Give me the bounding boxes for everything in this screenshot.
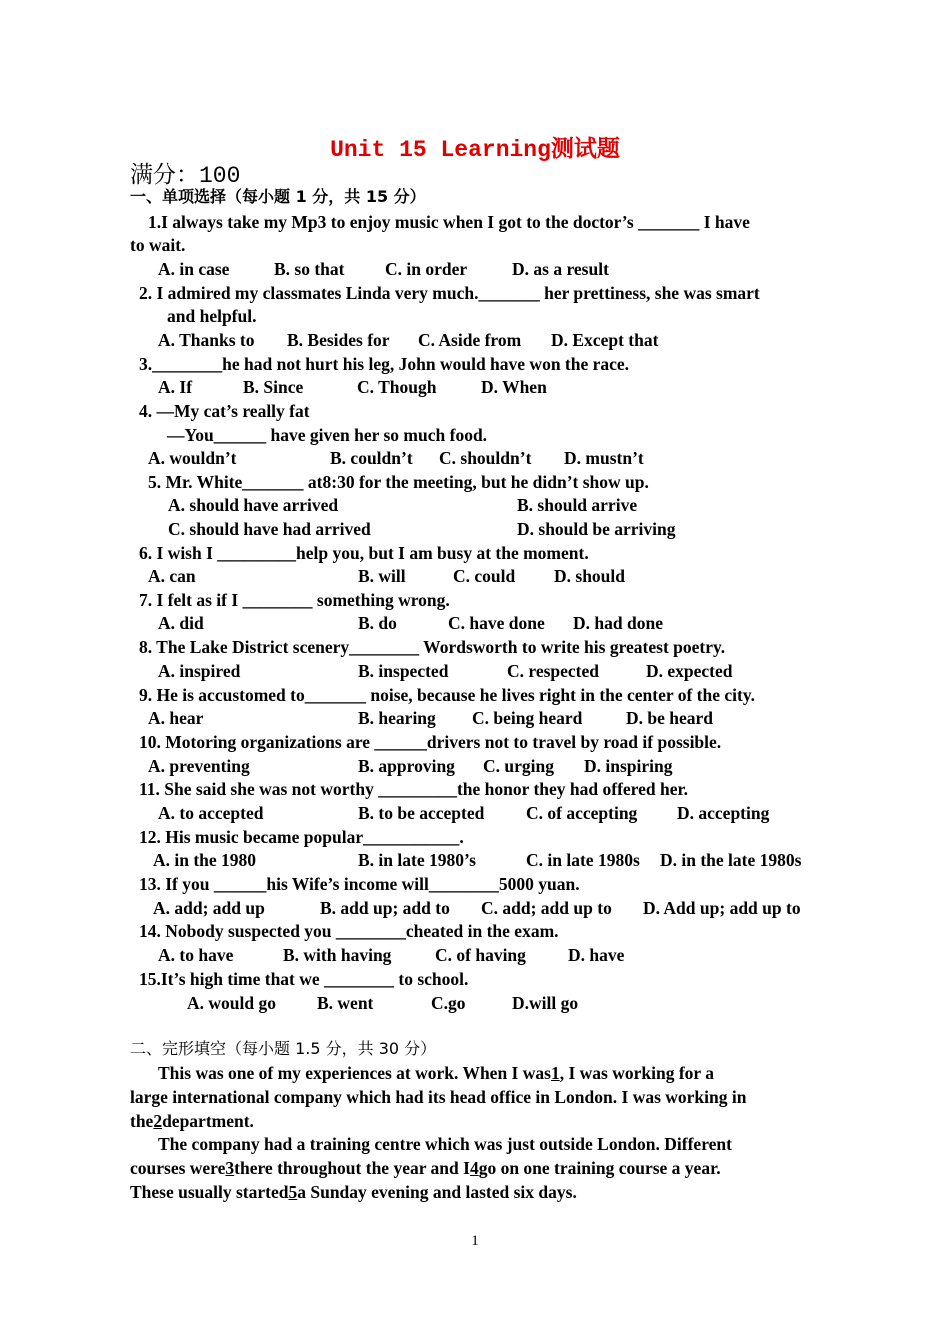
question-15-stem: 15.It’s high time that we ________ to school. [139,969,469,989]
cloze-blank-3: 3 [225,1158,235,1178]
question-9-stem: 9. He is accustomed to_______ noise, because he lives right in the center of the city. [139,685,755,705]
option-d: D. should be arriving [517,519,676,539]
option-d: D. mustn’t [564,448,644,468]
cloze-paragraph-2-line-3 [130,1181,577,1203]
option-b: B. should arrive [517,495,638,515]
question-1-stem: 1.I always take my Mp3 to enjoy music when I got to the doctor’s _______ I have [148,212,750,232]
section2-heading: 二、完形填空（每小题 1.5 分，共 30 分） [130,1039,437,1058]
option-c: C. shouldn’t [439,448,532,468]
cloze-paragraph-1-line-1 [158,1062,714,1084]
option-c: C. add; add up to [481,898,612,918]
option-d: D. accepting [677,803,770,823]
option-c: C. urging [483,756,554,776]
option-a: A. did [158,613,204,633]
option-b: B. hearing [358,708,436,728]
question-13-stem: 13. If you ______his Wife’s income will________5000 yuan. [139,874,580,894]
option-d: D. should [554,566,626,586]
question-8-stem: 8. The Lake District scenery________ Wordsworth to write his greatest poetry. [139,637,726,657]
text: These usually started [130,1182,289,1202]
section1-heading: 一、单项选择（每小题 1 分，共 15 分） [130,187,426,206]
option-b: B. in late 1980’s [358,850,476,870]
option-d: D. have [568,945,625,965]
option-b: B. will [358,566,406,586]
question-2-stem: 2. I admired my classmates Linda very much._______ her prettiness, she was smart [139,283,760,303]
option-d: D. Except that [551,330,659,350]
option-a: A. inspired [158,661,241,681]
option-c: C. have done [448,613,545,633]
option-d: D. as a result [512,259,609,279]
question-5-stem: 5. Mr. White_______ at8:30 for the meeting, but he didn’t show up. [148,472,649,492]
option-c: C. in late 1980s [526,850,640,870]
cloze-blank-1: 1 [550,1063,560,1083]
option-b: B. approving [358,756,455,776]
option-a: A. preventing [148,756,250,776]
page-number: 1 [471,1233,479,1249]
cloze-blank-4: 4 [469,1158,479,1178]
option-c: C. could [453,566,516,586]
question-11-stem: 11. She said she was not worthy _________the honor they had offered her. [139,779,689,799]
cloze-paragraph-2-line-1: The company had a training centre which was just outside London. Different [158,1134,732,1154]
option-d: D. be heard [626,708,714,728]
option-a: A. in the 1980 [153,850,257,870]
question-3-stem: 3.________he had not hurt his leg, John would have won the race. [139,354,630,374]
question-4-stem: 4. —My cat’s really fat [139,401,310,421]
cloze-paragraph-2-line-2 [130,1157,721,1179]
question-12-stem: 12. His music became popular___________. [139,827,464,847]
score-label: 满分： [130,162,199,188]
option-d: D. When [481,377,547,397]
option-b: B. add up; add to [320,898,450,918]
option-b: B. inspected [358,661,449,681]
option-c: C. Aside from [418,330,522,350]
option-a: A. in case [158,259,230,279]
option-c: C. Though [357,377,437,397]
option-d: D.will go [512,993,579,1013]
option-a: A. add; add up [153,898,265,918]
text: , I was working for a [559,1063,714,1083]
option-a: A. hear [148,708,204,728]
option-c: C. of accepting [526,803,638,823]
question-1-stem-cont: to wait. [130,235,186,255]
option-c: C. of having [435,945,526,965]
cloze-blank-5: 5 [288,1182,298,1202]
question-4-stem-cont: —You______ have given her so much food. [167,425,488,445]
option-c: C. being heard [472,708,583,728]
question-7-stem: 7. I felt as if I ________ something wrong. [139,590,450,610]
question-14-stem: 14. Nobody suspected you ________cheated in the exam. [139,921,559,941]
option-b: B. to be accepted [358,803,485,823]
cloze-paragraph-1-line-2: large international company which had its head office in London. I was working in [130,1087,747,1107]
option-b: B. Besides for [287,330,390,350]
question-10-stem: 10. Motoring organizations are ______drivers not to travel by road if possible. [139,732,722,752]
option-c: C. in order [385,259,468,279]
option-b: B. do [358,613,397,633]
cloze-blank-2: 2 [153,1111,163,1131]
title-english: Unit 15 Learning [330,137,551,163]
option-a: A. wouldn’t [148,448,237,468]
option-b: B. so that [274,259,345,279]
option-b: B. couldn’t [330,448,413,468]
option-a: A. Thanks to [158,330,255,350]
option-d: D. in the late 1980s [660,850,802,870]
text: department. [162,1111,254,1131]
option-d: D. expected [646,661,733,681]
option-d: D. Add up; add up to [643,898,801,918]
option-a: A. can [148,566,196,586]
cloze-paragraph-1-line-3 [130,1110,254,1132]
text: the [130,1111,154,1131]
option-b: B. with having [283,945,392,965]
text: there throughout the year and I [234,1158,470,1178]
question-6-stem: 6. I wish I _________help you, but I am busy at the moment. [139,543,589,563]
text: This was one of my experiences at work. When I was [158,1063,551,1083]
option-a: A. to have [158,945,234,965]
title-chinese: 测试题 [550,136,620,161]
text: go on one training course a year. [478,1158,721,1178]
option-a: A. to accepted [158,803,264,823]
question-2-stem-cont: and helpful. [167,306,257,326]
option-b: B. went [317,993,374,1013]
option-a: A. would go [187,993,276,1013]
option-b: B. Since [243,377,304,397]
option-d: D. had done [573,613,663,633]
score-value: 100 [199,163,241,189]
option-c: C. respected [507,661,600,681]
option-a: A. If [158,377,193,397]
text: a Sunday evening and lasted six days. [297,1182,577,1202]
option-d: D. inspiring [584,756,673,776]
option-c: C. should have had arrived [168,519,371,539]
option-a: A. should have arrived [168,495,339,515]
text: courses were [130,1158,226,1178]
full-score [130,156,240,189]
option-c: C.go [431,993,466,1013]
